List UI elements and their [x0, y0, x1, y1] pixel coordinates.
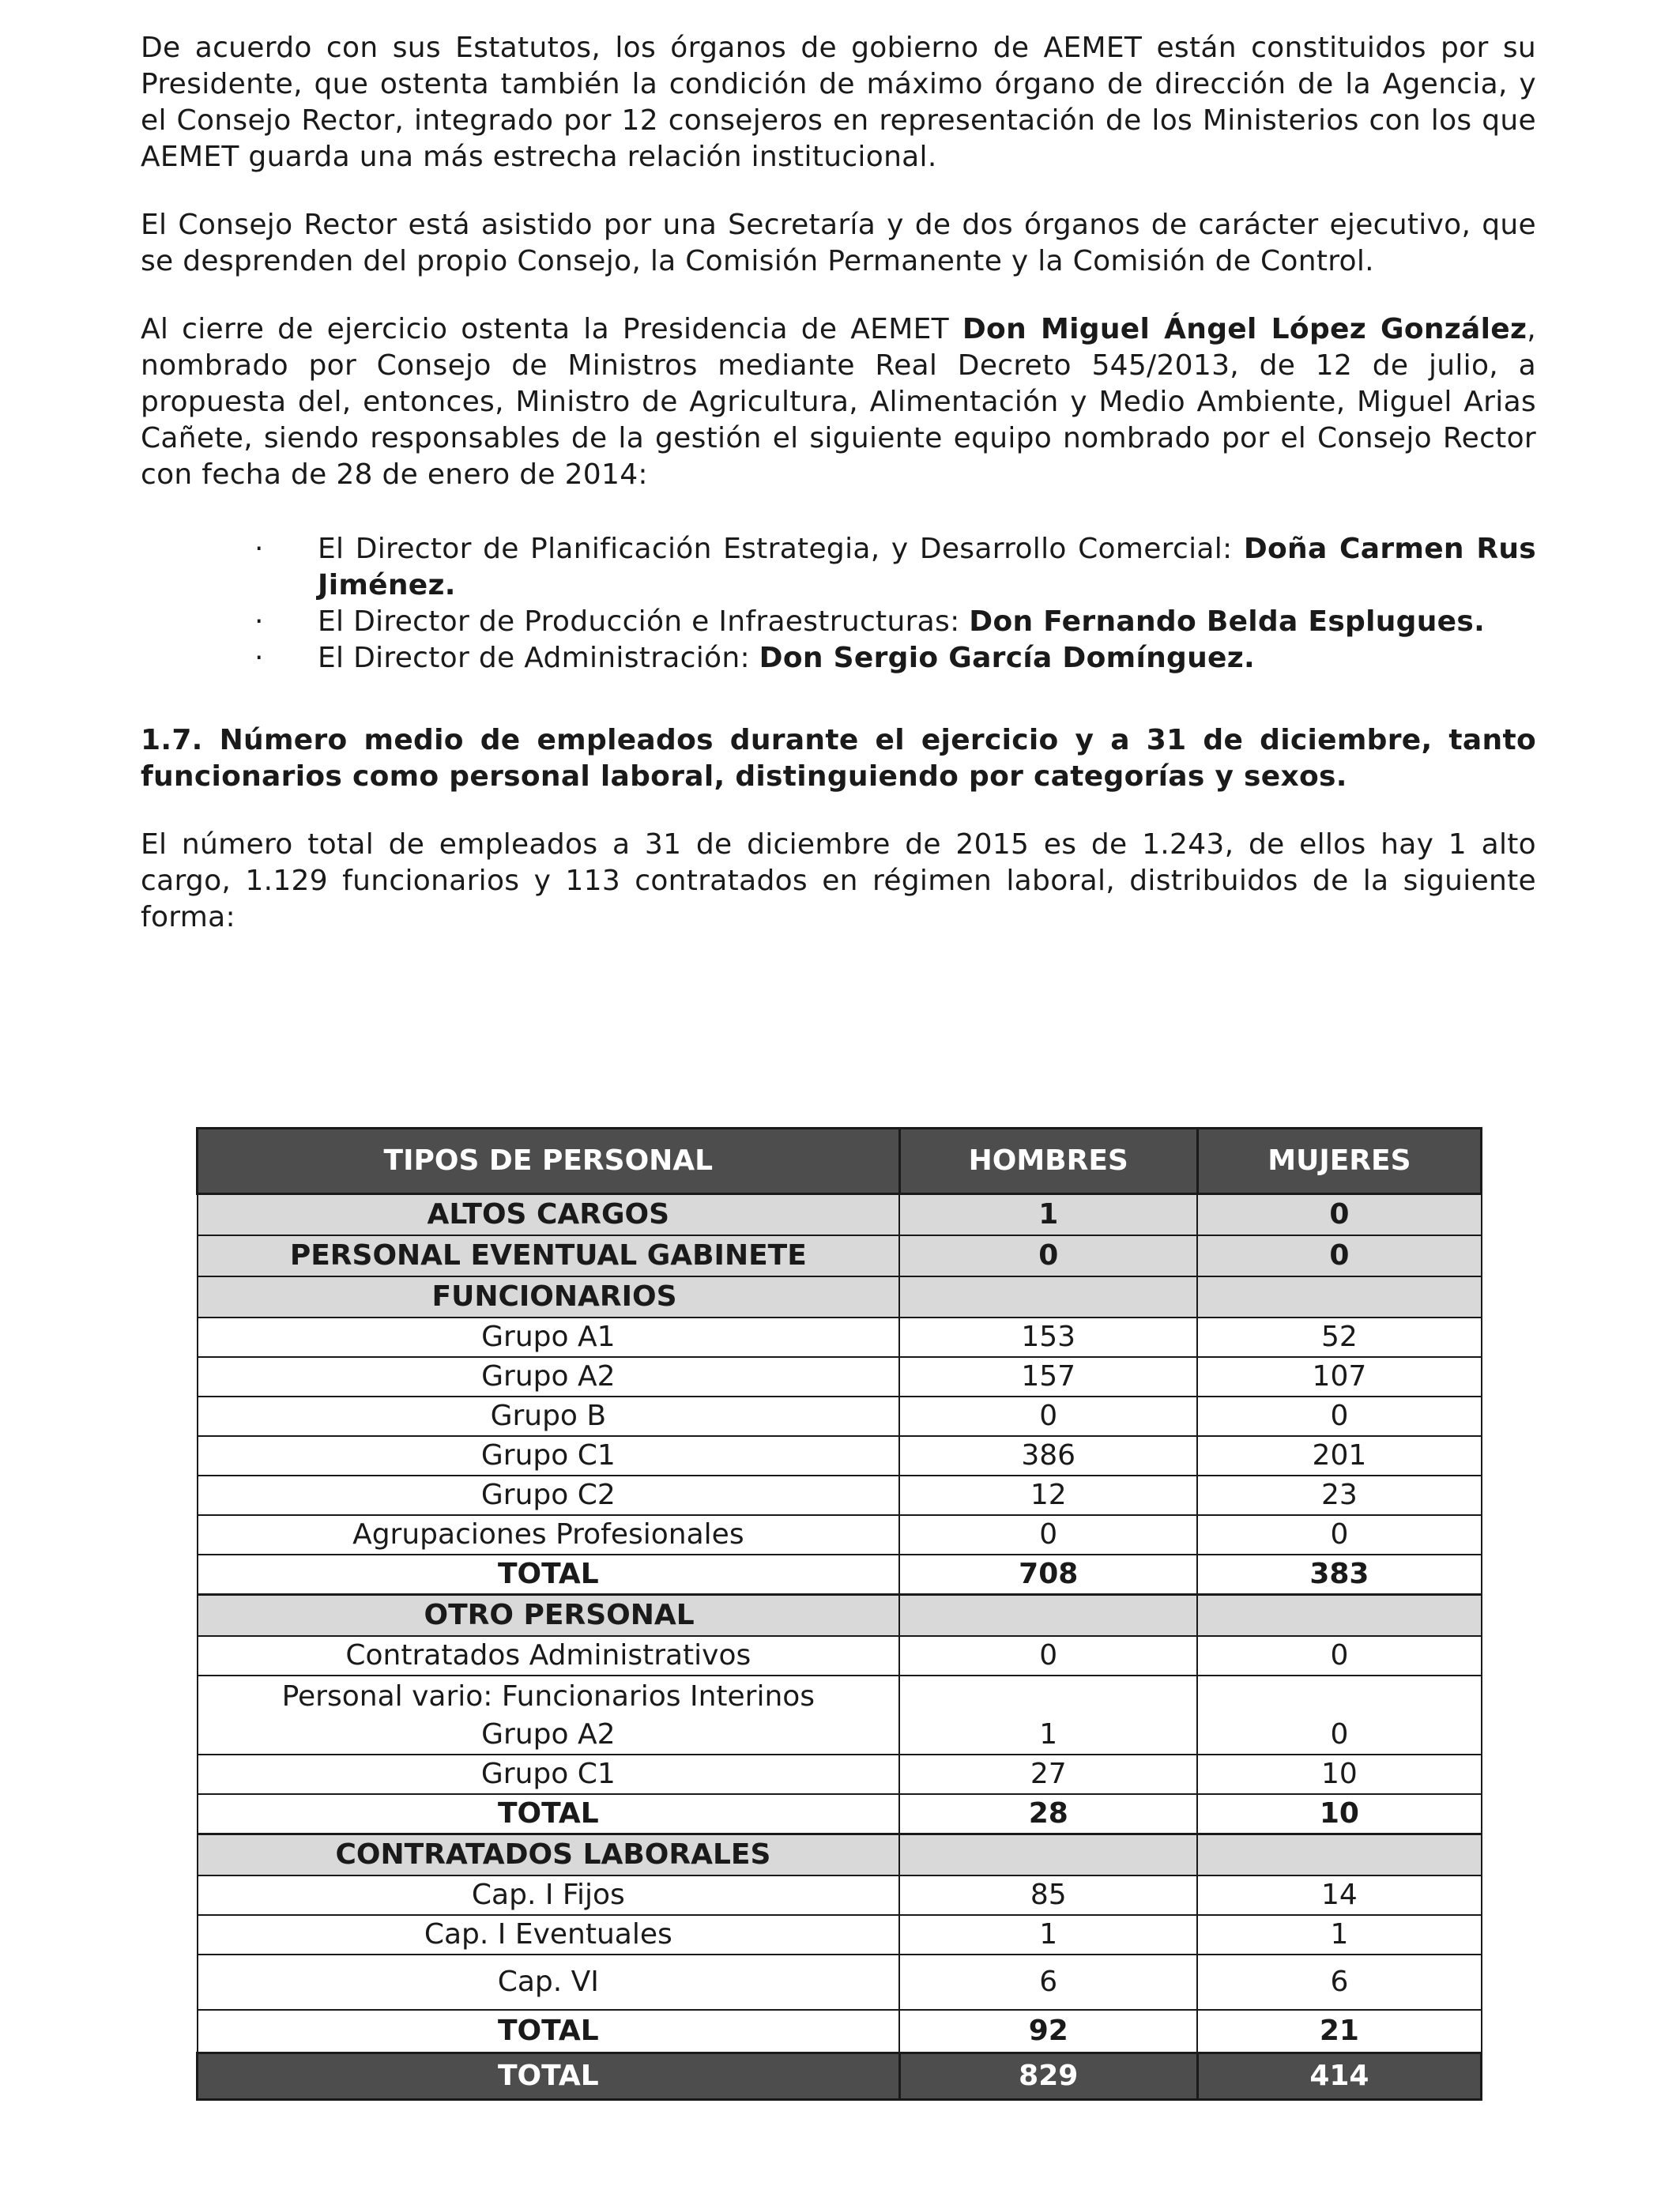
- president-name: Don Miguel Ángel López González: [962, 313, 1527, 345]
- hombres-cell: 28: [899, 1794, 1197, 1834]
- row-label: Grupo B: [198, 1397, 900, 1436]
- section-intro: El número total de empleados a 31 de diciembre de 2015 es de 1.243, de ellos hay 1 alto cargo, 1.129 funcionarios y 113 contratados en régimen laboral, distribuidos de la siguiente forma:: [141, 828, 1536, 933]
- staff-table-wrapper: [196, 1127, 1482, 2101]
- hombres-cell: 708: [899, 1555, 1197, 1595]
- table-row: [198, 1235, 1482, 1276]
- empty-cell: [899, 1276, 1197, 1318]
- table-row: [198, 1194, 1482, 1236]
- table-row: [198, 1318, 1482, 1357]
- hombres-cell: 12: [899, 1476, 1197, 1515]
- table-row: [198, 1875, 1482, 1915]
- row-label: Grupo C2: [198, 1476, 900, 1515]
- hombres-cell: 829: [899, 2053, 1197, 2100]
- hombres-cell: 157: [899, 1357, 1197, 1397]
- empty-cell: [899, 1595, 1197, 1637]
- empty-cell: [1197, 1276, 1481, 1318]
- presidencia-text-a: Al cierre de ejercicio ostenta la Presidencia de AEMET: [141, 313, 962, 345]
- bullet-icon: ·: [254, 605, 264, 638]
- row-label: CONTRATADOS LABORALES: [198, 1834, 900, 1876]
- mujeres-cell: 383: [1197, 1555, 1481, 1595]
- bullet-icon: ·: [254, 642, 264, 674]
- mujeres-cell: 52: [1197, 1318, 1481, 1357]
- row-label: Cap. I Eventuales: [198, 1915, 900, 1955]
- row-label: ALTOS CARGOS: [198, 1194, 900, 1236]
- mujeres-cell: 21: [1197, 2010, 1481, 2053]
- mujeres-cell: 0: [1197, 1676, 1481, 1755]
- hombres-cell: 0: [899, 1515, 1197, 1555]
- hombres-cell: 1: [899, 1915, 1197, 1955]
- section-row-funcionarios: [198, 1276, 1482, 1318]
- section-heading: 1.7. Número medio de empleados durante el ejercicio y a 31 de diciembre, tanto funcionarios como personal laboral, distinguiendo por categorías y sexos.: [141, 724, 1536, 793]
- table-row: [198, 1515, 1482, 1555]
- director-role: El Director de Producción e Infraestructuras:: [318, 605, 970, 638]
- total-row-otro: [198, 1794, 1482, 1834]
- header-mujeres: MUJERES: [1197, 1129, 1481, 1194]
- total-row-funcionarios: [198, 1555, 1482, 1595]
- director-role: El Director de Planificación Estrategia, y Desarrollo Comercial:: [318, 533, 1244, 565]
- row-label: [198, 1676, 900, 1755]
- hombres-cell: 153: [899, 1318, 1197, 1357]
- row-label: TOTAL: [198, 1555, 900, 1595]
- total-row-laborales: [198, 2010, 1482, 2053]
- mujeres-cell: 0: [1197, 1397, 1481, 1436]
- row-label: Grupo C1: [198, 1755, 900, 1794]
- row-label: Agrupaciones Profesionales: [198, 1515, 900, 1555]
- hombres-cell: 92: [899, 2010, 1197, 2053]
- row-label: Grupo C1: [198, 1436, 900, 1476]
- table-row: [198, 1915, 1482, 1955]
- paragraph-consejo-rector: El Consejo Rector está asistido por una Secretaría y de dos órganos de carácter ejecutivo, que se desprenden del propio Consejo, la Comisión Permanente y la Comisión de Control.: [141, 209, 1536, 277]
- empty-cell: [1197, 1834, 1481, 1876]
- grand-total-row: [198, 2053, 1482, 2100]
- list-item: [141, 531, 1536, 604]
- hombres-cell: 27: [899, 1755, 1197, 1794]
- table-row: [198, 1676, 1482, 1755]
- row-label: OTRO PERSONAL: [198, 1595, 900, 1637]
- mujeres-cell: 10: [1197, 1755, 1481, 1794]
- mujeres-cell: 0: [1197, 1235, 1481, 1276]
- empty-cell: [1197, 1595, 1481, 1637]
- director-role: El Director de Administración:: [318, 642, 759, 674]
- row-label: Contratados Administrativos: [198, 1636, 900, 1676]
- section-row-laborales: [198, 1834, 1482, 1876]
- header-hombres: HOMBRES: [899, 1129, 1197, 1194]
- mujeres-cell: 14: [1197, 1875, 1481, 1915]
- table-row: [198, 1955, 1482, 2010]
- table-row: [198, 1755, 1482, 1794]
- row-label: Grupo A1: [198, 1318, 900, 1357]
- mujeres-cell: 6: [1197, 1955, 1481, 2010]
- hombres-cell: 1: [899, 1676, 1197, 1755]
- row-label: TOTAL: [198, 2053, 900, 2100]
- empty-cell: [899, 1834, 1197, 1876]
- hombres-cell: 386: [899, 1436, 1197, 1476]
- hombres-cell: 6: [899, 1955, 1197, 2010]
- mujeres-cell: 0: [1197, 1636, 1481, 1676]
- row-label: TOTAL: [198, 2010, 900, 2053]
- row-label: TOTAL: [198, 1794, 900, 1834]
- row-label: Cap. VI: [198, 1955, 900, 2010]
- mujeres-cell: 0: [1197, 1515, 1481, 1555]
- header-tipos: TIPOS DE PERSONAL: [198, 1129, 900, 1194]
- table-row: [198, 1397, 1482, 1436]
- table-row: [198, 1357, 1482, 1397]
- hombres-cell: 85: [899, 1875, 1197, 1915]
- list-item: [141, 640, 1536, 677]
- director-name: Don Fernando Belda Esplugues.: [969, 605, 1486, 638]
- table-row: [198, 1636, 1482, 1676]
- bullet-icon: ·: [254, 533, 264, 565]
- section-row-otro-personal: [198, 1595, 1482, 1637]
- hombres-cell: 0: [899, 1235, 1197, 1276]
- staff-table: [196, 1127, 1482, 2101]
- hombres-cell: 1: [899, 1194, 1197, 1236]
- document-page: [141, 30, 1536, 967]
- director-name: Don Sergio García Domínguez.: [759, 642, 1255, 674]
- vario-sub-label: Grupo A2: [481, 1718, 616, 1751]
- row-label: Cap. I Fijos: [198, 1875, 900, 1915]
- list-item: [141, 604, 1536, 640]
- mujeres-cell: 414: [1197, 2053, 1481, 2100]
- presidencia-text-b: , nombrado por Consejo de Ministros mediante Real Decreto 545/2013, de 12 de julio, a propuesta del, entonces, Ministro de Agricultura, Alimentación y Medio Ambiente, Miguel Arias Cañete, siendo responsables de la gestión el siguiente equipo nombrado por el Consejo Rector con fecha de 28 de enero de 2014:: [141, 313, 1537, 491]
- director-name: Doña Carmen Rus Jiménez.: [318, 533, 1536, 601]
- mujeres-cell: 10: [1197, 1794, 1481, 1834]
- row-label: PERSONAL EVENTUAL GABINETE: [198, 1235, 900, 1276]
- directors-list: [141, 531, 1536, 677]
- mujeres-cell: 23: [1197, 1476, 1481, 1515]
- table-row: [198, 1436, 1482, 1476]
- hombres-cell: 0: [899, 1636, 1197, 1676]
- mujeres-cell: 1: [1197, 1915, 1481, 1955]
- table-header-row: [198, 1129, 1482, 1194]
- vario-label: Personal vario: Funcionarios Interinos: [281, 1680, 816, 1713]
- row-label: FUNCIONARIOS: [198, 1276, 900, 1318]
- mujeres-cell: 201: [1197, 1436, 1481, 1476]
- row-label: Grupo A2: [198, 1357, 900, 1397]
- mujeres-cell: 107: [1197, 1357, 1481, 1397]
- paragraph-governance: De acuerdo con sus Estatutos, los órganos de gobierno de AEMET están constituidos por su Presidente, que ostenta también la condición de máximo órgano de dirección de la Agencia, y el Consejo Rector, integrado por 12 consejeros en representación de los Ministerios con los que AEMET guarda una más estrecha relación institucional.: [141, 32, 1536, 173]
- mujeres-cell: 0: [1197, 1194, 1481, 1236]
- paragraph-presidencia: [141, 311, 1536, 493]
- table-row: [198, 1476, 1482, 1515]
- hombres-cell: 0: [899, 1397, 1197, 1436]
